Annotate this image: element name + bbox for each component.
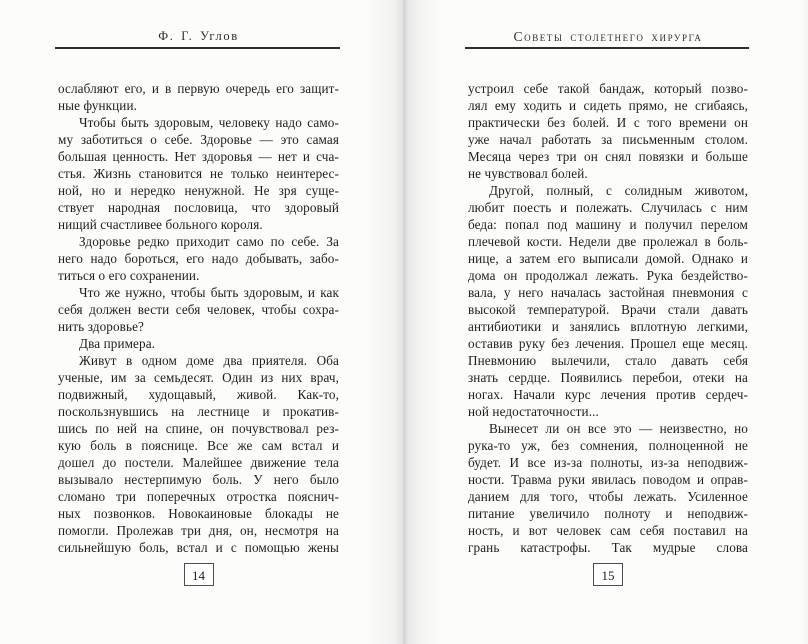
text-line: любит поесть и полежать. Случилась с ним [468, 200, 748, 215]
page-number: 15 [593, 563, 623, 586]
text-line: нищий счастливее больного короля. [58, 217, 263, 232]
page-edge-shadow [800, 0, 808, 644]
text-line: лял ему ходить и сидеть прямо, не сгибаясь, [468, 98, 748, 113]
text-line: стья. Жизнь становится не только неинтерес- [58, 166, 339, 181]
text-line: ность, и вот человек сам себя поставил на [468, 523, 748, 538]
page-number-row [468, 563, 748, 586]
text-line: питание увеличило полноту и неподвиж- [468, 506, 748, 521]
text-line: высокой температурой. Врачи стали давать [468, 302, 748, 317]
text-line: помогли. Пролежав три дня, он, несмотря на [58, 523, 339, 538]
text-line: большая ценность. Нет здоровья — нет и сча- [58, 149, 339, 164]
page-right [468, 0, 748, 644]
text-line: данием для того, чтобы лежать. Усиленное [468, 489, 748, 504]
text-line: му заботиться о себе. Здоровье — это самая [58, 132, 339, 147]
text-line: оставив руку без лечения. Прошел еще месяц. [468, 336, 748, 351]
text-line: уже начал работать за письменным столом. [468, 132, 748, 147]
text-line: ные функции. [58, 98, 138, 113]
page-body [58, 80, 339, 556]
text-line: вала, у него началась застойная пневмония с [468, 285, 748, 300]
text-line: ных позвонков. Новокаиновые блокады не [58, 506, 339, 521]
running-head-title: Советы столетнего хирурга [513, 29, 703, 44]
text-line: Месяца через три он снял повязки и больше [468, 149, 748, 164]
text-line: грань катастрофы. Так мудрые слова [468, 540, 748, 555]
text-line: ствует народная пословица, что здоровый [58, 200, 339, 215]
text-line: Чтобы быть здоровым, человеку надо само- [79, 115, 339, 130]
text-line: поскользнувшись на лестнице и прокатив- [58, 404, 339, 419]
text-line: ности. Травма руки явилась поводом и оправ- [468, 472, 748, 487]
text-line: нице, а затем его выписали домой. Однако и [468, 251, 748, 266]
text-line: дошел до постели. Малейшее движение тела [58, 455, 339, 470]
text-line: него надо бороться, его надо добывать, забо- [58, 251, 339, 266]
text-line: ногах. Начали курс лечения против сердеч- [468, 387, 748, 402]
page-left [58, 0, 339, 644]
text-line: плечевой кости. Недели две пролежал в боль- [468, 234, 748, 249]
text-line: Вынесет ли он все это — неизвестно, но [489, 421, 748, 436]
text-line: нить здоровье? [58, 319, 144, 334]
text-line: Другой, полный, с солидным животом, [489, 183, 748, 198]
text-line: рука-то уж, без сомнения, полноценной не [468, 438, 748, 453]
text-line: ной, но и нередко ненужной. Не зря суще- [58, 183, 339, 198]
text-line: Здоровье редко приходит само по себе. За [79, 234, 339, 249]
page-number-row [58, 563, 339, 586]
text-line: не чувствовал болей. [468, 166, 588, 181]
text-line: подвижный, худощавый, живой. Как-то, [58, 387, 339, 402]
text-line: сильнейшую боль, встал и с помощью жены [58, 540, 339, 555]
text-line: дома он продолжал лежать. Рука бездейство- [468, 268, 748, 283]
text-line: Пневмонию вылечили, стало давать себя [468, 353, 748, 368]
header-rule [55, 47, 340, 49]
text-line: вызывало нестерпимую боль. У него было [58, 472, 339, 487]
page-number: 14 [184, 563, 214, 586]
text-line: себя должен вести себя человек, чтобы сохра- [58, 302, 339, 317]
book-gutter-shadow [364, 0, 444, 644]
text-line: сломано три поперечных отростка пояснич- [58, 489, 339, 504]
text-line: кую боль в пояснице. Все же сам встал и [58, 438, 339, 453]
text-line: Живут в одном доме два приятеля. Оба [79, 353, 339, 368]
text-line: знать сердце. Появились перебои, отеки на [468, 370, 748, 385]
text-line: Два примера. [79, 336, 156, 351]
text-line: ослабляют его, и в первую очередь его защит- [58, 81, 339, 96]
text-line: беда: попал под машину и получил перелом [468, 217, 748, 232]
text-line: ной недостаточности... [468, 404, 599, 419]
text-line: устроил себе такой бандаж, который позво- [468, 81, 748, 96]
running-head-author: Ф. Г. Углов [158, 29, 239, 43]
text-line: ученые, им за семьдесят. Один из них врач, [58, 370, 339, 385]
header-rule [465, 47, 749, 49]
text-line: антибиотики и занялись вплотную легкими, [468, 319, 748, 334]
text-line: титься о его сохранении. [58, 268, 200, 283]
text-line: шись по ней на спине, он почувствовал рез- [58, 421, 339, 436]
text-line: будет. И все из-за полноты, из-за неподвиж- [468, 455, 748, 470]
text-line: Что же нужно, чтобы быть здоровым, и как [79, 285, 339, 300]
text-line: практически без болей. И с того времени он [468, 115, 748, 130]
page-body [468, 80, 748, 556]
